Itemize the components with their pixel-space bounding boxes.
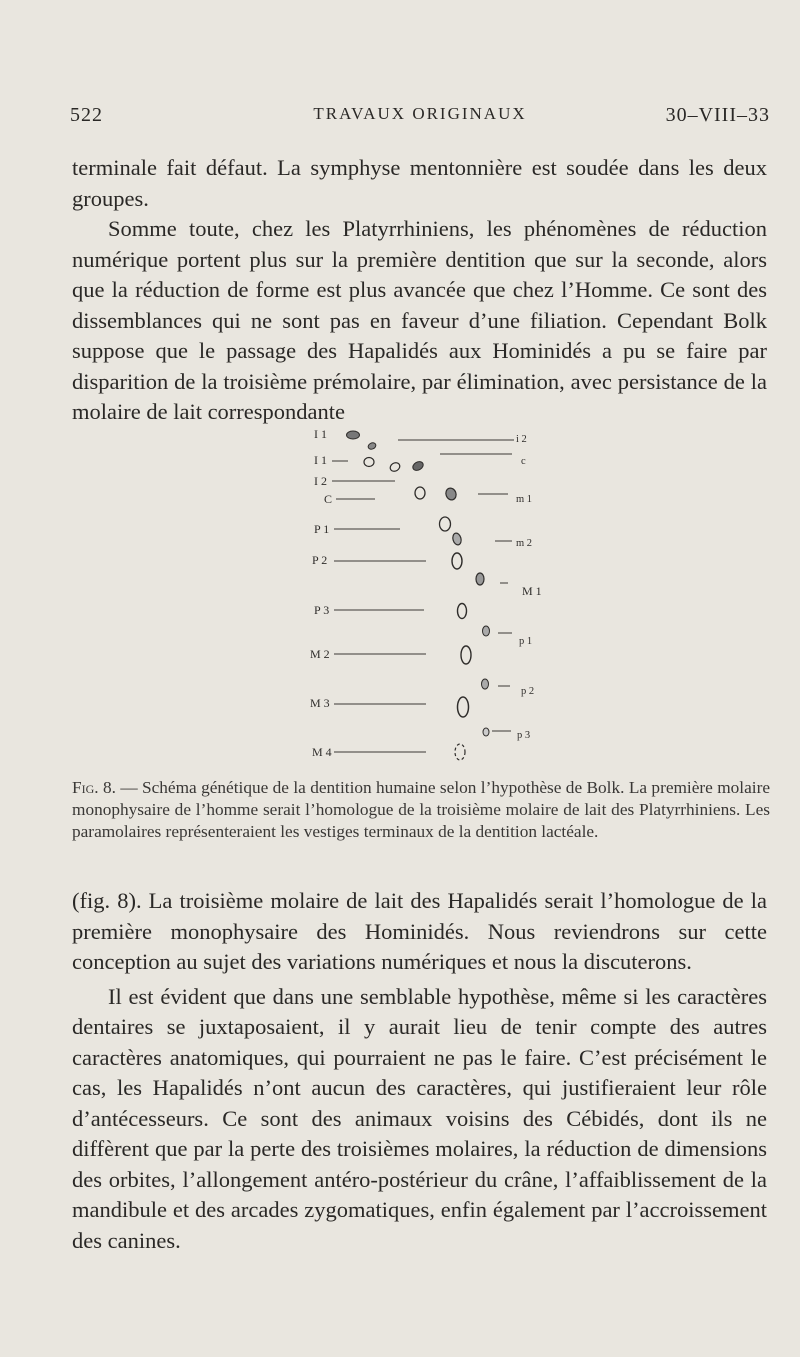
figure-caption xyxy=(72,777,770,843)
label-c: c xyxy=(521,456,526,467)
label-M2: M 2 xyxy=(310,647,330,661)
tooth-C-outline xyxy=(415,487,425,499)
label-M4: M 4 xyxy=(312,745,332,759)
tooth-p1-paramolar xyxy=(483,626,490,636)
label-m1: m 1 xyxy=(516,494,533,505)
label-M1: M 1 xyxy=(522,584,542,598)
label-i2: i 2 xyxy=(516,434,527,445)
left-leader-lines xyxy=(332,461,426,752)
tooth-M3-outline xyxy=(458,697,469,717)
tooth-I1-outline xyxy=(364,458,374,467)
running-header xyxy=(70,104,770,134)
label-I1-upper: I 1 xyxy=(314,427,327,441)
label-p1: p 1 xyxy=(519,636,533,647)
tooth-M1-hatched xyxy=(476,573,484,585)
body-text-top xyxy=(72,153,767,428)
label-C: C xyxy=(324,492,333,506)
tooth-m2-hatched xyxy=(452,532,463,546)
label-I1-lower: I 1 xyxy=(314,453,327,467)
label-P3: P 3 xyxy=(314,603,330,617)
tooth-I1-hatched xyxy=(347,431,360,439)
paragraph: (fig. 8). La troisième molaire de lait des Hapalidés serait l’homologue de la première monophysaire des Hominidés. Nous reviendrons sur cette conception au sujet des variations numériques et nous la discuterons. xyxy=(72,888,767,974)
tooth-c-hatched xyxy=(411,460,425,472)
label-p2: p 2 xyxy=(521,686,535,697)
tooth-M4-dotted xyxy=(455,744,465,760)
tooth-P1-outline xyxy=(440,517,451,531)
paragraph: Somme toute, chez les Platyrrhiniens, les phénomènes de réduction numérique portent plus sur la première dentition que sur la seconde, alors que la réduction de forme est plus avancée que chez l’Homme. Ce sont des dissemblances qui ne sont pas en faveur d’une filiation. Cependant Bolk suppose que le passage des Hapalidés aux Hominidés a pu se faire par disparition de la troisième prémolaire, par élimination, avec persistance de la molaire de lait correspondante xyxy=(72,216,767,424)
caption-lead: Fig. 8. xyxy=(72,778,116,797)
running-title: TRAVAUX ORIGINAUX xyxy=(313,104,527,123)
caption-text: — Schéma génétique de la dentition humaine selon l’hypothèse de Bolk. La première molaire monophysaire de l’homme serait l’homologue de la troisième molaire de lait des Platyrrhiniens. Les paramolaires représenteraient les vestiges terminaux de la dentition lactéale. xyxy=(72,778,770,841)
label-m2: m 2 xyxy=(516,538,533,549)
paragraph: Il est évident que dans une semblable hypothèse, même si les caractères dentaires se juxtaposaient, il y aurait lieu de tenir compte des autres caractères anatomiques, qui pourraient ne pas le faire. C’est précisément le cas, les Hapalidés n’ont aucun des caractères, qui justifieraient leur rôle d’antécesseurs. Ce sont des animaux voisins des Cébidés, dont ils ne diffèrent que par la perte des troisièmes molaires, la réduction de dimensions des orbites, l’allongement antéro-postérieur du crâne, l’affaiblissement de la mandibule et des arcades zygomatiques, enfin également par l’accroissement des canines. xyxy=(72,983,767,1253)
tooth-P3-outline xyxy=(458,604,467,619)
issue-date: 30–VIII–33 xyxy=(665,104,770,126)
tooth-m1-hatched xyxy=(444,487,458,502)
right-leader-lines xyxy=(398,440,514,731)
label-p3: p 3 xyxy=(517,730,531,741)
tooth-p2-paramolar xyxy=(482,679,489,689)
tooth-i2-hatched xyxy=(367,442,377,451)
tooth-M2-outline xyxy=(461,646,471,664)
paragraph: terminale fait défaut. La symphyse mentonnière est soudée dans les deux groupes. xyxy=(72,155,767,211)
tooth-I2-outline xyxy=(389,461,402,473)
teeth xyxy=(347,431,490,760)
tooth-P2-outline xyxy=(452,553,462,569)
label-P1: P 1 xyxy=(314,522,330,536)
dentition-figure xyxy=(300,418,590,770)
tooth-p3-paramolar xyxy=(483,728,489,736)
page-number: 522 xyxy=(70,104,103,126)
body-text-bottom xyxy=(72,886,767,1256)
label-P2: P 2 xyxy=(312,553,328,567)
label-M3: M 3 xyxy=(310,696,330,710)
label-I2: I 2 xyxy=(314,474,327,488)
